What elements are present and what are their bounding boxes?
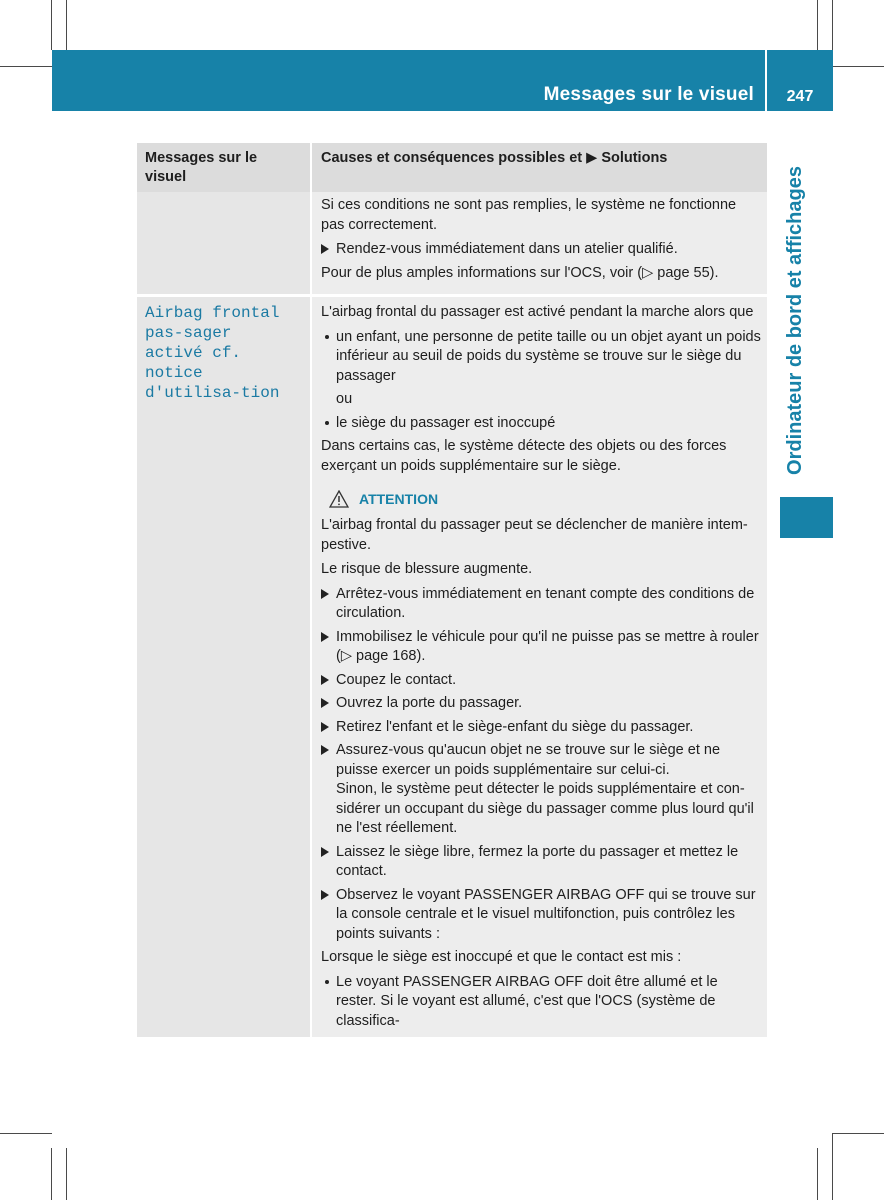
crop-mark: [51, 1148, 52, 1200]
action-arrow-icon: [321, 240, 336, 260]
solution-cell: [312, 192, 767, 294]
action-item: Coupez le contact.: [321, 671, 762, 691]
paragraph: Si ces conditions ne sont pas remplies, le système ne fonctionne pas correctement.: [321, 197, 737, 233]
action-arrow-icon: [321, 671, 336, 691]
paragraph: L'airbag frontal du passager est activé pendant la marche alors que: [321, 304, 754, 320]
paragraph: Lorsque le siège est inoccupé et que le contact est mis :: [321, 949, 682, 965]
crop-mark: [817, 1148, 818, 1200]
display-message: Airbag frontal pas-sager activé cf. notice d'utilisa-tion: [145, 304, 280, 402]
action-arrow-icon: [321, 585, 336, 624]
bullet-item: Le voyant PASSENGER AIRBAG OFF doit être allumé et le rester. Si le voyant est allumé, c'est que l'OCS (système de classifica-: [321, 973, 762, 1032]
crop-mark: [832, 66, 884, 67]
bullet-icon: [321, 973, 336, 1032]
action-item: Laissez le siège libre, fermez la porte du passager et mettez le contact.: [321, 843, 762, 882]
action-item: Immobilisez le véhicule pour qu'il ne puisse pas se mettre à rouler (▷ page 168).: [321, 628, 762, 667]
paragraph: Le risque de blessure augmente.: [321, 561, 533, 577]
paragraph: Pour de plus amples informations sur l'OCS, voir (▷ page 55).: [321, 264, 719, 281]
action-item: Ouvrez la porte du passager.: [321, 694, 762, 714]
action-item: Assurez-vous qu'aucun objet ne se trouve sur le siège et ne puisse exercer un poids supplémentaire sur celui-ci. Sinon, le système peut détecter le poids supplémentaire et con-sidérer un occupant du siège du passager comme plus lourd qu'il ne l'est réellement.: [321, 741, 762, 839]
table-header-row: [137, 143, 767, 192]
action-arrow-icon: [321, 843, 336, 882]
page-number: 247: [786, 88, 814, 105]
page-title: Messages sur le visuel: [543, 84, 754, 105]
bullet-item: le siège du passager est inoccupé: [321, 414, 762, 434]
crop-mark: [66, 0, 67, 50]
solution-cell: [312, 297, 767, 1037]
side-tab-block: [780, 497, 833, 538]
paragraph: L'airbag frontal du passager peut se déclencher de manière intem-pestive.: [321, 517, 748, 553]
paragraph: Dans certains cas, le système détecte des objets ou des forces exerçant un poids supplémentaire sur le siège.: [321, 438, 727, 474]
bullet-item: un enfant, une personne de petite taille ou un objet ayant un poids inférieur au seuil de poids du système se trouve sur le siège du passager: [321, 328, 762, 387]
message-cell: [137, 297, 310, 1037]
page-number-box: [767, 50, 833, 111]
crop-mark: [51, 0, 52, 50]
or-text: ou: [336, 391, 353, 407]
header-bar: [52, 50, 765, 111]
warning-heading: [329, 490, 762, 508]
bullet-icon: [321, 328, 336, 387]
crop-mark: [832, 0, 833, 50]
action-item: Observez le voyant PASSENGER AIRBAG OFF qui se trouve sur la console centrale et le visuel multifonction, puis contrôlez les points suivants :: [321, 886, 762, 945]
col2-header: Causes et conséquences possibles et ▶ Solutions: [312, 143, 767, 192]
side-tab: [780, 150, 810, 490]
crop-mark: [817, 0, 818, 50]
action-item: Retirez l'enfant et le siège-enfant du siège du passager.: [321, 718, 762, 738]
action-arrow-icon: [321, 886, 336, 945]
crop-mark: [0, 1133, 52, 1134]
message-table: [137, 143, 767, 1037]
message-cell: [137, 192, 310, 294]
action-item: Rendez-vous immédiatement dans un atelier qualifié.: [321, 240, 762, 260]
bullet-icon: [321, 414, 336, 434]
crop-mark: [0, 66, 52, 67]
action-arrow-icon: [321, 628, 336, 667]
crop-mark: [66, 1148, 67, 1200]
action-arrow-icon: [321, 741, 336, 839]
col1-header: Messages sur le visuel: [137, 143, 310, 192]
action-arrow-icon: [321, 718, 336, 738]
warning-triangle-icon: [329, 490, 349, 508]
crop-mark: [832, 1133, 833, 1200]
table-row: [137, 297, 767, 1037]
crop-mark: [832, 1133, 884, 1134]
action-arrow-icon: [321, 694, 336, 714]
action-item: Arrêtez-vous immédiatement en tenant compte des conditions de circulation.: [321, 585, 762, 624]
side-tab-label: Ordinateur de bord et affichages: [783, 165, 806, 475]
warning-label: ATTENTION: [359, 491, 439, 507]
table-row: [137, 192, 767, 294]
